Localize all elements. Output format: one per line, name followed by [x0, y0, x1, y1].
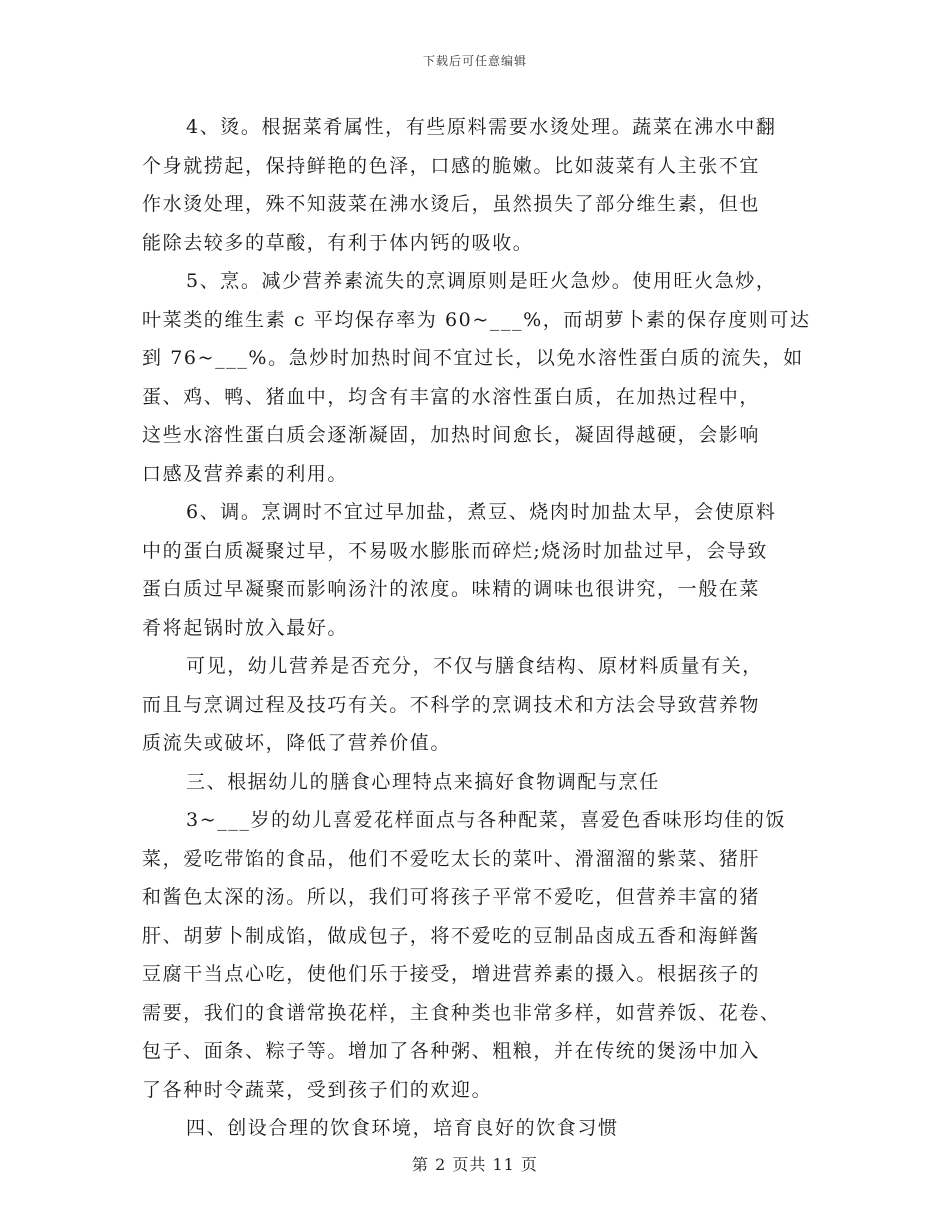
text-line-21: 和酱色太深的汤。所以，我们可将孩子平常不爱吃，但营养丰富的猪 [142, 886, 761, 908]
document-body [142, 108, 812, 1148]
text-line-13: 蛋白质过早凝聚而影响汤汁的浓度。味精的调味也很讲究，一般在菜 [142, 578, 761, 600]
text-line-25: 包子、面条、粽子等。增加了各种粥、粗粮，并在传统的煲汤中加入 [142, 1040, 761, 1062]
section-heading-3: 三、根据幼儿的膳食心理特点来搞好食物调配与烹任 [186, 770, 660, 793]
text-line-14: 肴将起锅时放入最好。 [142, 616, 349, 639]
text-line-5: 5、烹。减少营养素流失的烹调原则是旺火急炒。使用旺火急炒， [186, 270, 777, 292]
text-line-3: 作水烫处理，殊不知菠菜在沸水烫后，虽然损失了部分维生素，但也 [142, 193, 761, 215]
text-line-23: 豆腐干当点心吃，使他们乐于接受，增进营养素的摄入。根据孩子的 [142, 963, 761, 985]
text-line-11: 6、调。烹调时不宜过早加盐，煮豆、烧肉时加盐太早，会使原料 [186, 501, 777, 523]
text-line-9: 这些水溶性蛋白质会逐渐凝固，加热时间愈长，凝固得越硬，会影响 [142, 424, 761, 446]
text-line-22: 肝、胡萝卜制成馅，做成包子，将不爱吃的豆制品卤成五香和海鲜酱 [142, 924, 761, 947]
page-number-footer: 第 2 页共 11 页 [412, 1155, 538, 1174]
text-line-8: 蛋、鸡、鸭、猪血中，均含有丰富的水溶性蛋白质，在加热过程中， [142, 385, 761, 408]
text-line-26: 了各种时令蔬菜，受到孩子们的欢迎。 [142, 1078, 493, 1101]
text-line-2: 个身就捞起，保持鲜艳的色泽，口感的脆嫩。比如菠菜有人主张不宜 [142, 154, 761, 177]
text-line-15: 可见，幼儿营养是否充分，不仅与膳食结构、原材料质量有关， [186, 655, 763, 677]
text-line-17: 质流失或破坏，降低了营养价值。 [142, 732, 452, 754]
text-line-16: 而且与烹调过程及技巧有关。不科学的烹调技术和方法会导致营养物 [142, 693, 761, 716]
text-line-12: 中的蛋白质凝聚过早，不易吸水膨胀而碎烂;烧汤时加盐过早，会导致 [142, 539, 769, 562]
text-line-4: 能除去较多的草酸，有利于体内钙的吸收。 [142, 231, 534, 254]
text-line-7: 到 76~___%。急炒时加热时间不宜过长，以免水溶性蛋白质的流失，如 [142, 347, 804, 369]
text-line-10: 口感及营养素的利用。 [142, 462, 349, 485]
text-line-24: 需要，我们的食谱常换花样，主食种类也非常多样，如营养饭、花卷、 [142, 1001, 781, 1024]
section-heading-4: 四、创设合理的饮食环境，培育良好的饮食习惯 [186, 1117, 619, 1139]
page-header: 下载后可任意编辑 [422, 54, 527, 68]
text-line-19: 3~___岁的幼儿喜爱花样面点与各种配菜，喜爱色香味形均佳的饭 [186, 809, 787, 831]
text-line-20: 菜，爱吃带馅的食品，他们不爱吃太长的菜叶、滑溜溜的紫菜、猪肝 [142, 847, 761, 870]
text-line-1: 4、烫。根据菜肴属性，有些原料需要水烫处理。蔬菜在沸水中翻 [186, 116, 777, 138]
text-line-6: 叶菜类的维生素 c 平均保存率为 60~___%，而胡萝卜素的保存度则可达 [142, 308, 811, 331]
